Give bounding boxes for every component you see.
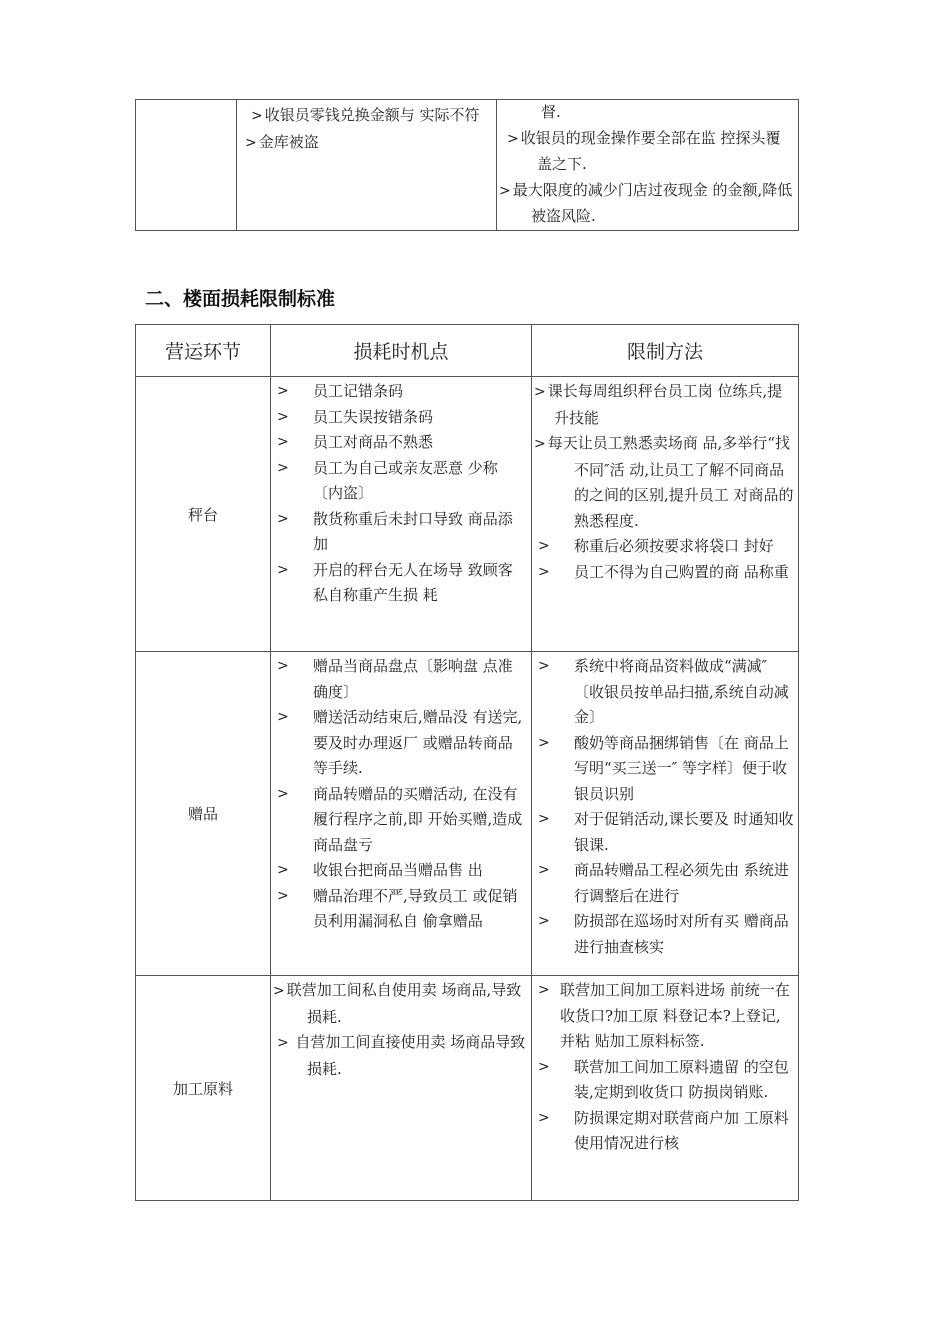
list-item: > 开启的秤台无人在场导 致顾客私自称重产生损 耗 [271,558,531,609]
header-stage: 营运环节 [136,325,271,377]
list-item: > 收银员的现金操作要全部在监 控探头覆盖之下. [507,128,781,173]
list-item: > 赠送活动结束后,赠品没 有送完,要及时办理返厂 或赠品转商品等手续. [271,705,531,782]
method-cell [532,377,799,652]
header-timing: 损耗时机点 [271,325,532,377]
continuation-table [135,99,799,231]
chevron-right-icon: > [538,862,550,878]
chevron-right-icon: > [277,459,289,476]
method-cell [532,976,799,1201]
chevron-right-icon: > [277,709,289,725]
stage-cell: 赠品 [136,652,271,976]
list-item: > 商品转赠品工程必须先由 系统进行调整后在进行 [532,858,798,909]
chevron-right-icon: > [538,913,550,929]
method-cell [532,652,799,976]
list-item: > 员工不得为自己购置的商 品称重 [532,560,798,586]
list-item: > 酸奶等商品捆绑销售〔在 商品上写明“买三送一″ 等字样〕便于收银员识别 [532,731,798,808]
chevron-right-icon: > [538,658,550,674]
list-item: > 防损部在巡场时对所有买 赠商品进行抽查核实 [532,909,798,960]
list-item: > 称重后必须按要求将袋口 封好 [532,534,798,560]
chevron-right-icon: > [251,108,263,124]
chevron-right-icon: > [507,130,519,147]
chevron-right-icon: > [277,561,289,578]
timing-cell [271,652,532,976]
chevron-right-icon: > [538,982,550,998]
list-item: > 联营加工间加工原料遗留 的空包装,定期到收货口 防损岗销账. [532,1055,798,1106]
list-item: > 收银员零钱兑换金额与 实际不符 [251,106,480,124]
chevron-right-icon: > [277,434,289,450]
list-item: > 防损课定期对联营商户加 工原料使用情况进行核 [532,1106,798,1157]
chevron-right-icon: > [538,563,550,580]
stage-cell: 加工原料 [136,976,271,1201]
continuation-text: 督. [541,103,561,121]
chevron-right-icon: > [277,887,289,904]
timing-cell [271,976,532,1201]
chevron-right-icon: > [277,510,289,527]
loss-control-table [135,324,799,1201]
list-item: > 每天让员工熟悉卖场商 品,多举行“找不同″活 动,让员工了解不同商品 的之间的区别,提升员工 对商品的熟悉程度. [534,434,794,530]
chevron-right-icon: > [277,658,289,674]
chevron-right-icon: > [499,182,511,199]
chevron-right-icon: > [538,1058,550,1075]
list-item: > 员工为自己或亲友恶意 少称〔内盗〕 [271,456,531,507]
chevron-right-icon: > [538,811,550,827]
table-row [136,976,799,1201]
list-item: > 最大限度的减少门店过夜现金 的金额,降低被盗风险. [499,180,793,225]
list-item: > 联营加工间私自使用卖 场商品,导致损耗. [273,981,522,1026]
header-method: 限制方法 [532,325,799,377]
chevron-right-icon: > [273,983,285,999]
list-item: > 赠品当商品盘点〔影响盘 点准确度〕 [271,654,531,705]
list-item: > 商品转赠品的买赠活动, 在没有履行程序之前,即 开始买赠,造成商品盘亏 [271,782,531,859]
list-item: > 课长每周组织秤台员工岗 位练兵,提升技能 [534,382,783,427]
list-item: > 系统中将商品资料做成“满减″〔收银员按单品扫描,系统自动减金〕 [532,654,798,731]
chevron-right-icon: > [277,1035,289,1051]
timing-cell [237,100,497,231]
chevron-right-icon: > [534,384,546,400]
chevron-right-icon: > [277,383,289,399]
chevron-right-icon: > [538,538,550,554]
list-item: > 散货称重后未封口导致 商品添加 [271,507,531,558]
list-item: > 员工失误按错条码 [271,405,531,431]
list-item: > 赠品治理不严,导致员工 或促销员利用漏洞私自 偷拿赠品 [271,884,531,935]
timing-cell [271,377,532,652]
chevron-right-icon: > [538,734,550,751]
stage-cell: 秤台 [136,377,271,652]
list-item: > 联营加工间加工原料进场 前统一在收货口?加工原 料登记本?上登记,并粘 贴加工原料标签. [532,978,798,1055]
chevron-right-icon: > [534,436,546,452]
chevron-right-icon: > [277,862,289,878]
chevron-right-icon: > [277,408,289,425]
chevron-right-icon: > [277,785,289,802]
list-item: > 员工对商品不熟悉 [271,430,531,456]
method-cell [497,100,799,231]
chevron-right-icon: > [538,1109,550,1126]
section-heading: 二、楼面损耗限制标准 [145,288,336,310]
table-row [136,652,799,976]
chevron-right-icon: > [245,134,257,151]
table-row [136,100,799,231]
stage-cell-empty [136,100,237,231]
table-header-row [136,325,799,377]
list-item: > 对于促销活动,课长要及 时通知收银课. [532,807,798,858]
list-item: > 自营加工间直接使用卖 场商品导致损耗. [277,1033,526,1078]
list-item: > 收银台把商品当赠品售 出 [271,858,531,884]
list-item: > 金库被盗 [245,132,319,151]
list-item: > 员工记错条码 [271,379,531,405]
table-row [136,377,799,652]
